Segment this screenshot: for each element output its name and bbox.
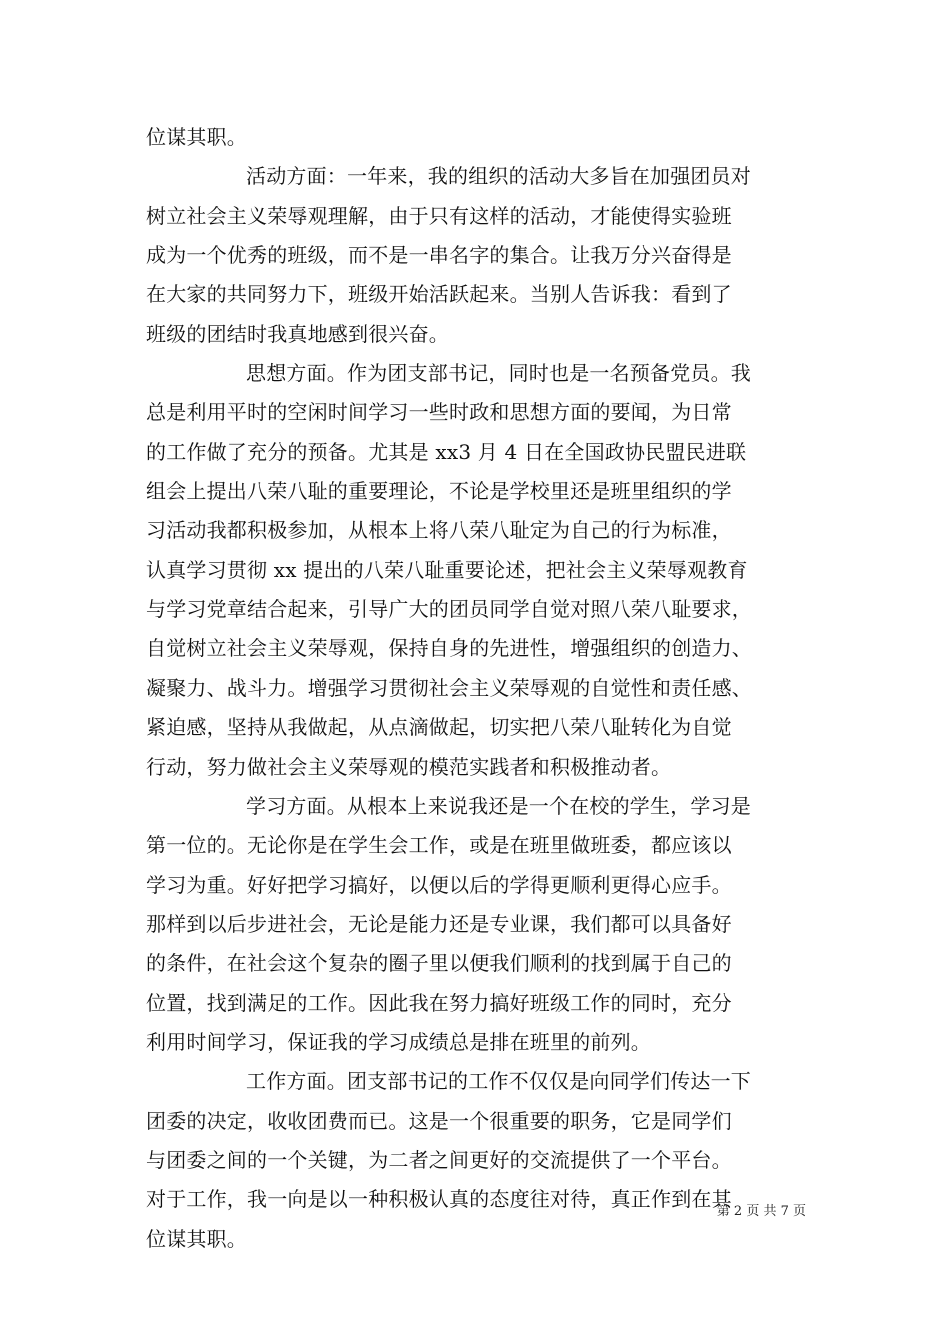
paragraph-start-thought: 思想方面。作为团支部书记，同时也是一名预备党员。我 — [246, 361, 751, 386]
text-line: 行动，努力做社会主义荣辱观的模范实践者和积极推动者。 — [146, 754, 672, 779]
text-line: 班级的团结时我真地感到很兴奋。 — [146, 321, 449, 346]
text-line: 与团委之间的一个关键，为二者之间更好的交流提供了一个平台。 — [146, 1147, 732, 1172]
text-line: 团委的决定，收收团费而已。这是一个很重要的职务，它是同学们 — [146, 1108, 732, 1133]
text-line: 认真学习贯彻 xx 提出的八荣八耻重要论述，把社会主义荣辱观教育 — [146, 557, 748, 582]
text-line: 的工作做了充分的预备。尤其是 xx3 月 4 日在全国政协民盟民进联 — [146, 439, 747, 464]
text-line: 习活动我都积极参加，从根本上将八荣八耻定为自己的行为标准， — [146, 518, 732, 543]
text-line: 与学习党章结合起来，引导广大的团员同学自觉对照八荣八耻要求， — [146, 597, 752, 622]
text-line: 成为一个优秀的班级，而不是一串名字的集合。让我万分兴奋得是 — [146, 243, 732, 268]
text-line: 位谋其职。 — [146, 1226, 247, 1251]
text-line: 凝聚力、战斗力。增强学习贯彻社会主义荣辱观的自觉性和责任感、 — [146, 675, 752, 700]
text-line: 在大家的共同努力下，班级开始活跃起来。当别人告诉我：看到了 — [146, 282, 732, 307]
text-line: 自觉树立社会主义荣辱观，保持自身的先进性，增强组织的创造力、 — [146, 636, 752, 661]
paragraph-start-activities: 活动方面：一年来，我的组织的活动大多旨在加强团员对 — [246, 164, 751, 189]
text-line: 位置，找到满足的工作。因此我在努力搞好班级工作的同时，充分 — [146, 990, 732, 1015]
paragraph-start-work: 工作方面。团支部书记的工作不仅仅是向同学们传达一下 — [246, 1069, 751, 1094]
text-line: 总是利用平时的空闲时间学习一些时政和思想方面的要闻，为日常 — [146, 400, 732, 425]
paragraph-start-study: 学习方面。从根本上来说我还是一个在校的学生，学习是 — [246, 793, 751, 818]
text-line: 利用时间学习，保证我的学习成绩总是排在班里的前列。 — [146, 1029, 651, 1054]
body-text — [146, 118, 812, 1259]
text-line: 位谋其职。 — [146, 125, 247, 149]
text-line: 那样到以后步进社会，无论是能力还是专业课，我们都可以具备好 — [146, 911, 732, 936]
text-line: 的条件，在社会这个复杂的圈子里以便我们顺利的找到属于自己的 — [146, 951, 732, 976]
text-line: 学习为重。好好把学习搞好，以便以后的学得更顺利更得心应手。 — [146, 872, 732, 897]
text-line: 紧迫感，坚持从我做起，从点滴做起，切实把八荣八耻转化为自觉 — [146, 715, 732, 740]
page-number-footer: 第 2 页 共 7 页 — [716, 1204, 806, 1219]
text-line: 第一位的。无论你是在学生会工作，或是在班里做班委，都应该以 — [146, 833, 732, 858]
text-line: 对于工作，我一向是以一种积极认真的态度往对待，真正作到在其 — [146, 1187, 732, 1212]
text-line: 树立社会主义荣辱观理解，由于只有这样的活动，才能使得实验班 — [146, 203, 732, 228]
text-line: 组会上提出八荣八耻的重要理论，不论是学校里还是班里组织的学 — [146, 479, 732, 504]
